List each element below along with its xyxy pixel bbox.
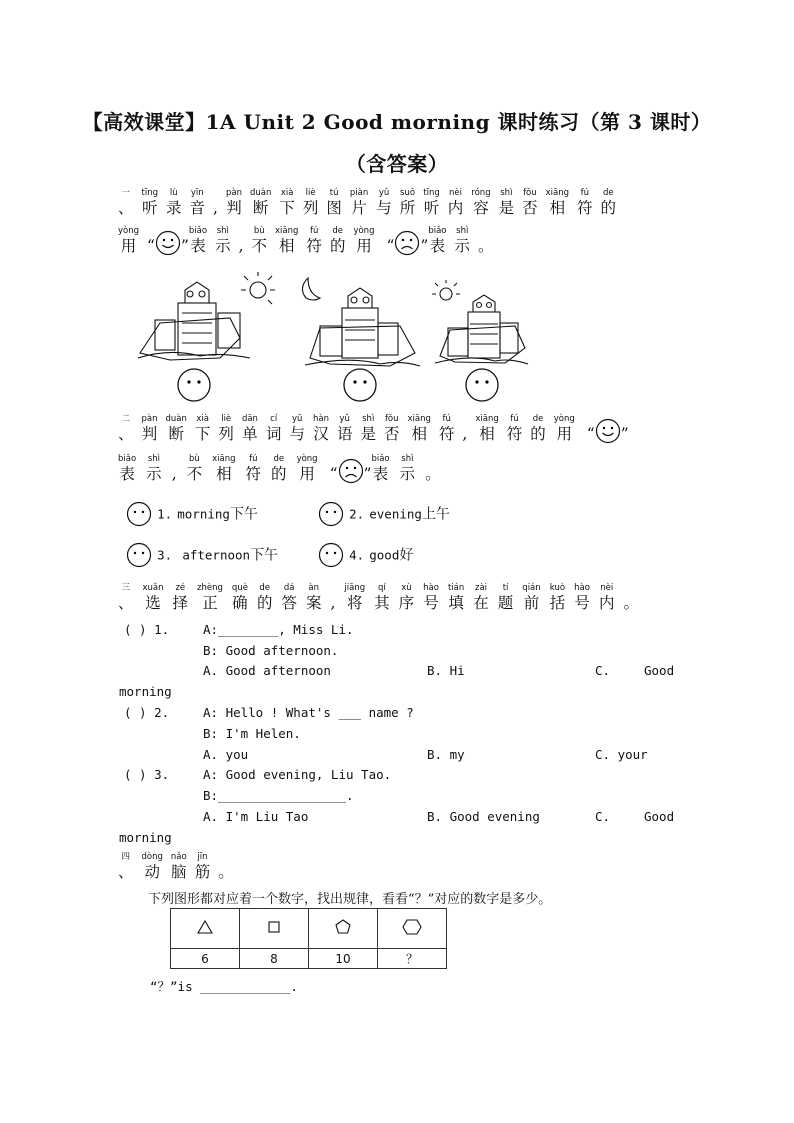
q1-option-c-label: C. [595, 663, 611, 678]
ruby-char: hào 号 [574, 583, 590, 612]
ruby-char: kuò 括 [549, 583, 566, 612]
ruby-char: què 确 [231, 583, 248, 612]
ruby-char: xiāng 相 [475, 414, 499, 443]
square-icon [240, 909, 309, 949]
q3-line-a: A: Good evening, Liu Tao. [203, 767, 392, 782]
ruby-char: tīng 听 [423, 188, 440, 217]
picture-2-evening [302, 278, 420, 366]
ruby-char: biǎo 表 [371, 454, 390, 483]
ruby-char: yǔ 与 [376, 188, 392, 217]
ruby-char: pàn 判 [225, 188, 242, 217]
sec2-item-3: 3. afternoon下午 [126, 542, 278, 568]
ruby-char: shì 示 [399, 454, 416, 483]
ruby-char: dá 答 [281, 583, 297, 612]
ruby-char: yǔ 与 [289, 414, 305, 443]
ruby-char: xià 下 [279, 188, 295, 217]
ruby-char: de 的 [530, 414, 546, 443]
q1-bracket[interactable]: ( ) 1. [124, 622, 170, 637]
answer-face-3[interactable] [464, 367, 500, 403]
ruby-char: zhèng 正 [197, 583, 223, 612]
ruby-char: liè 列 [218, 414, 234, 443]
q1-option-a: A. Good afternoon [203, 663, 331, 678]
ruby-char: , [238, 237, 244, 255]
ruby-char: 。 [218, 863, 234, 881]
ruby-char: nèi 内 [447, 188, 464, 217]
ruby-char: xiāng 相 [275, 226, 299, 255]
ruby-char: róng 容 [471, 188, 491, 217]
ruby-char: qián 前 [522, 583, 541, 612]
ruby-char: xiāng 相 [212, 454, 236, 483]
page-subtitle: （含答案） [345, 152, 449, 176]
ruby-char: tí 题 [497, 583, 514, 612]
sec2-item-1: 1. morning下午 [126, 501, 258, 527]
ruby-char: fú 符 [306, 226, 322, 255]
ruby-char: bù 不 [186, 454, 203, 483]
ruby-char: fǒu 否 [522, 188, 538, 217]
sec2-item-4: 4. good好 [318, 542, 413, 568]
q1-line-b: B: Good afternoon. [203, 643, 339, 658]
ruby-char: biǎo 表 [118, 454, 137, 483]
ruby-char: hàn 汉 [312, 414, 329, 443]
ruby-char: nèi 内 [598, 583, 615, 612]
ruby-char: de 的 [271, 454, 287, 483]
sec4-intro: 下列图形都对应着一个数字，找出规律，看看“？”对应的数字是多少。 [148, 892, 552, 907]
ruby-char: zé 择 [172, 583, 189, 612]
ruby-char: dān 单 [241, 414, 258, 443]
ruby-char: qí 其 [374, 583, 390, 612]
q2-line-b: B: I'm Helen. [203, 726, 301, 741]
ruby-char: 四 、 [118, 852, 134, 881]
ruby-char: yòng 用 [118, 226, 140, 255]
ruby-char: fú 符 [438, 414, 455, 443]
smile-face-icon [155, 230, 181, 256]
smile-face-icon [595, 418, 621, 444]
ruby-char: 一 、 [118, 188, 134, 217]
sec2-instruction-line2: biǎo 表 shì 示 , bù 不 xiāng 相 fú 符 de 的 yòng 用 “ ” biǎo 表 shì 示 。 [118, 454, 441, 483]
ruby-char: yǔ 语 [336, 414, 353, 443]
q2-line-a: A: Hello ! What's ___ name ? [203, 705, 414, 720]
ruby-char: tú 图 [326, 188, 342, 217]
value-pentagon: 10 [309, 949, 378, 969]
sec2-item-2: 2. evening上午 [318, 501, 450, 527]
q1-option-c-cont: morning [119, 684, 172, 699]
q3-bracket[interactable]: ( ) 3. [124, 767, 170, 782]
ruby-char: biǎo 表 [428, 226, 447, 255]
q1-option-c-text: Good [644, 663, 675, 678]
ruby-char: duàn 断 [165, 414, 187, 443]
q3-option-c-text: Good [644, 809, 675, 824]
ruby-char: suǒ 所 [399, 188, 416, 217]
q3-line-b: B:_________________. [203, 788, 354, 803]
ruby-char: liè 列 [302, 188, 319, 217]
answer-face-icon[interactable] [318, 501, 344, 527]
sec3-instruction [118, 583, 648, 613]
sec2-instruction-line1: 二 、 pàn 判 duàn 断 xià 下 liè 列 dān 单 cí 词 yǔ 与 hàn 汉 yǔ 语 shì 是 fǒu 否 xiāng 相 fú 符 , xiāng 相 fú 符 de 的 yòng 用 “ ” [118, 414, 629, 443]
q1-line-a: A:________, Miss Li. [203, 622, 354, 637]
sec1-instruction-line2: yòng 用 “ ” biǎo 表 shì 示 , bù 不 xiāng 相 fú 符 de 的 yòng 用 “ ” biǎo 表 shì 示 。 [118, 226, 494, 255]
ruby-char: àn 案 [305, 583, 322, 612]
picture-1-morning [138, 272, 275, 360]
ruby-char: de 的 [600, 188, 617, 217]
ruby-char: dòng 动 [141, 852, 163, 881]
triangle-icon [171, 909, 240, 949]
ruby-char: fú 符 [245, 454, 262, 483]
ruby-char: 。 [623, 594, 639, 612]
q3-option-a: A. I'm Liu Tao [203, 809, 309, 824]
q3-option-b: B. Good evening [427, 809, 540, 824]
frown-face-icon [338, 458, 364, 484]
q1-option-b: B. Hi [427, 663, 465, 678]
answer-face-icon[interactable] [126, 501, 152, 527]
ruby-char: hào 号 [423, 583, 439, 612]
ruby-char: piàn 片 [349, 188, 369, 217]
ruby-char: biǎo 表 [188, 226, 208, 255]
ruby-char: , [330, 594, 336, 612]
q2-bracket[interactable]: ( ) 2. [124, 705, 170, 720]
ruby-char: 二 、 [118, 414, 134, 443]
ruby-char: xiāng 相 [407, 414, 431, 443]
ruby-char: jiāng 将 [344, 583, 366, 612]
answer-face-icon[interactable] [318, 542, 344, 568]
hexagon-icon [378, 909, 447, 949]
page-title: 【高效课堂】1A Unit 2 Good morning 课时练习（第 3 课时） [82, 110, 712, 134]
answer-face-2[interactable] [342, 367, 378, 403]
ruby-char: yòng 用 [353, 226, 375, 255]
ruby-char: bù 不 [251, 226, 268, 255]
q3-option-c-cont: morning [119, 830, 172, 845]
ruby-char: xuǎn 选 [142, 583, 164, 612]
answer-face-1[interactable] [176, 367, 212, 403]
ruby-char: xù 序 [398, 583, 415, 612]
ruby-char: shì 示 [454, 226, 471, 255]
q3-option-c-label: C. [595, 809, 611, 824]
answer-face-icon[interactable] [126, 542, 152, 568]
ruby-char: fú 符 [506, 414, 523, 443]
ruby-char: jīn 筋 [194, 852, 211, 881]
ruby-char: , [171, 465, 177, 483]
picture-3-afternoon [432, 280, 528, 364]
ruby-char: 。 [478, 237, 494, 255]
sec1-instruction-line1 [118, 188, 624, 218]
frown-face-icon [394, 230, 420, 256]
shape-number-table [170, 908, 447, 969]
ruby-char: yòng 用 [296, 454, 318, 483]
ruby-char: yòng 用 [553, 414, 575, 443]
ruby-char: zài 在 [473, 583, 489, 612]
ruby-char: 三 、 [118, 583, 134, 612]
ruby-char: fú 符 [577, 188, 593, 217]
ruby-char: tīng 听 [141, 188, 158, 217]
ruby-char: tián 填 [447, 583, 465, 612]
value-square: 8 [240, 949, 309, 969]
ruby-char: de 的 [329, 226, 346, 255]
ruby-char: yīn 音 [189, 188, 206, 217]
ruby-char: xià 下 [194, 414, 211, 443]
value-triangle: 6 [171, 949, 240, 969]
ruby-char: , [213, 199, 218, 217]
ruby-char: shì 示 [215, 226, 231, 255]
value-hexagon: ？ [378, 949, 447, 969]
q2-option-a: A. you [203, 747, 249, 762]
ruby-char: shì 示 [146, 454, 162, 483]
ruby-char: shì 是 [498, 188, 515, 217]
ruby-char: duàn 断 [249, 188, 272, 217]
q2-option-b: B. my [427, 747, 465, 762]
ruby-char: 。 [425, 465, 441, 483]
ruby-char: de 的 [256, 583, 273, 612]
ruby-char: lù 录 [166, 188, 182, 217]
q2-option-c: C. your [595, 747, 648, 762]
ruby-char: shì 是 [360, 414, 376, 443]
ruby-char: xiāng 相 [545, 188, 570, 217]
pentagon-icon [309, 909, 378, 949]
ruby-char: fǒu 否 [383, 414, 400, 443]
ruby-char: , [462, 425, 468, 443]
ruby-char: cí 词 [265, 414, 282, 443]
sec4-answer-line[interactable]: “？”is ____________. [150, 979, 298, 994]
ruby-char: pàn 判 [141, 414, 158, 443]
sec4-heading [118, 852, 242, 882]
ruby-char: nǎo 脑 [170, 852, 187, 881]
